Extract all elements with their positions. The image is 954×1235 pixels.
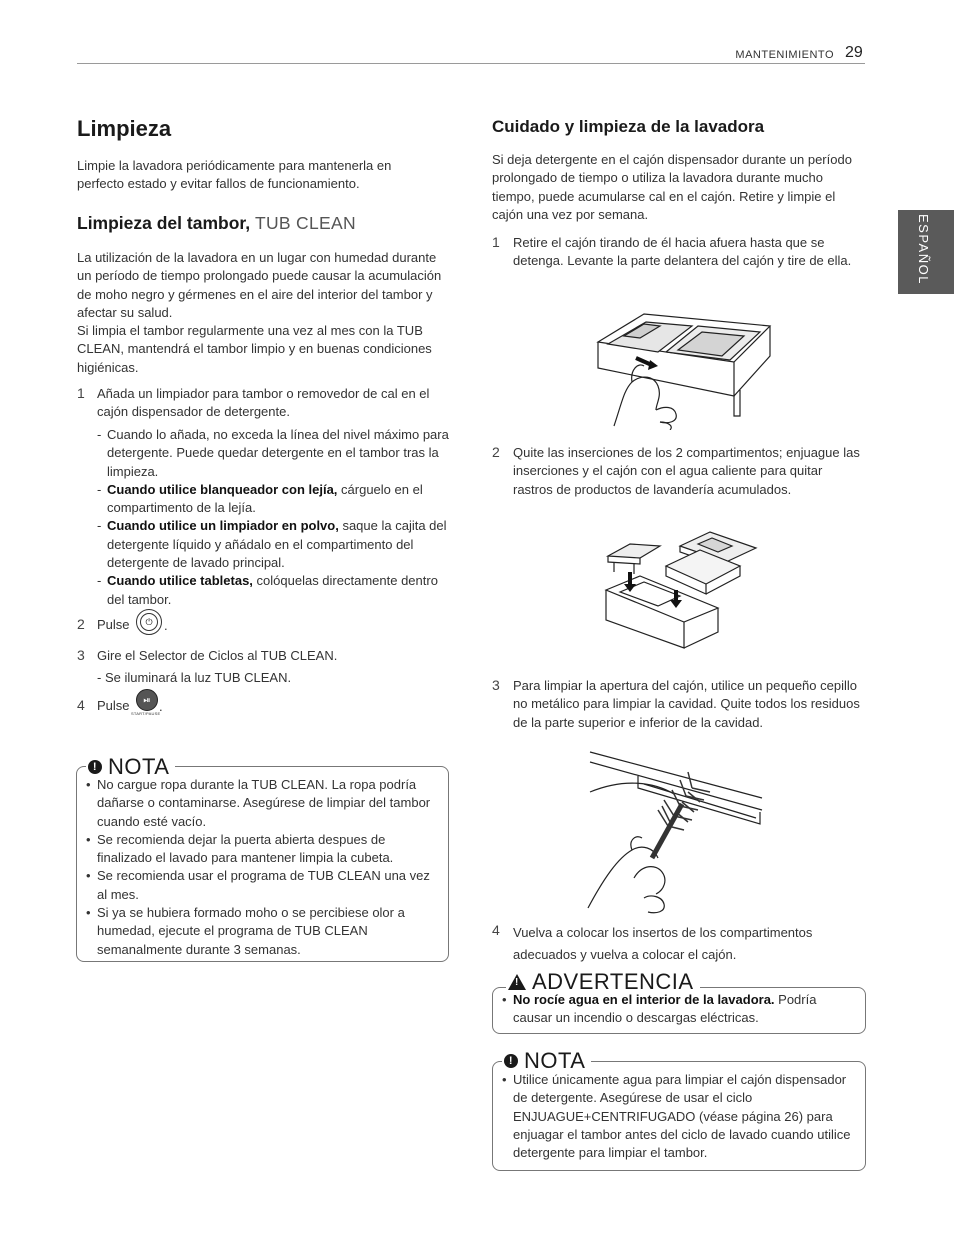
sub-item: - Cuando lo añada, no exceda la línea del nivel máximo para detergente. Puede quedar detergente en el tambor tras la limpieza. bbox=[97, 427, 449, 479]
step-number: 2 bbox=[492, 444, 500, 460]
tambor-heading-text: Limpieza del tambor, bbox=[77, 213, 251, 233]
sub-item-bold: Cuando utilice tabletas, bbox=[107, 573, 253, 589]
start-pause-caption: START/PAUSE bbox=[131, 711, 161, 716]
start-pause-button-icon: ⏯ bbox=[136, 689, 158, 711]
exclamation-icon: ! bbox=[88, 760, 102, 774]
step-text: Gire el Selector de Ciclos al TUB CLEAN. bbox=[97, 648, 338, 663]
warning-item: • No rocíe agua en el interior de la lavadora. Podría causar un incendio o descargas eléctricas. bbox=[502, 992, 817, 1026]
step-text: Para limpiar la apertura del cajón, utilice un pequeño cepillo no metálico para limpiar la cavidad. Quite todos los residuos de la parte superior e inferior de la cavidad. bbox=[513, 678, 860, 730]
step-number: 4 bbox=[492, 922, 500, 938]
sub-item: - Cuando utilice blanqueador con lejía, cárguelo en el compartimento de la lejía. bbox=[97, 481, 423, 516]
note-item-text: Se recomienda usar el programa de TUB CLEAN una vez al mes. bbox=[97, 868, 430, 902]
warning-title-text: ADVERTENCIA bbox=[532, 969, 694, 994]
sub-item-text: Cuando lo añada, no exceda la línea del nivel máximo para detergente. Puede quedar detergente en el tambor tras la limpieza. bbox=[107, 427, 449, 479]
sub-item-text: saque la cajita del detergente líquido y añádalo en el compartimento del detergente de lavado principal. bbox=[107, 518, 447, 571]
step-text: Quite las inserciones de los 2 compartimentos; enjuague las inserciones y el cajón con el agua caliente para quitar rastros de productos de lavandería acumulados. bbox=[513, 445, 860, 497]
note-list-left bbox=[86, 776, 438, 959]
page-title: Limpieza bbox=[77, 116, 172, 141]
step-text: Pulse bbox=[97, 617, 130, 632]
sub-item-text: cárguelo en el compartimento de la lejía. bbox=[107, 481, 423, 516]
tambor-heading-accent: TUB CLEAN bbox=[254, 213, 356, 233]
step-number: 1 bbox=[77, 385, 85, 401]
step-number: 2 bbox=[77, 616, 85, 632]
tambor-heading bbox=[77, 213, 356, 234]
intro-paragraph: Limpie la lavadora periódicamente para mantenerla en perfecto estado y evitar fallos de funcionamiento. bbox=[77, 158, 392, 192]
note-item-text: No cargue ropa durante la TUB CLEAN. La ropa podría dañarse o contaminarse. Asegúrese de limpiar del tambor cuando esté vacío. bbox=[97, 777, 431, 829]
care-heading: Cuidado y limpieza de la lavadora bbox=[492, 117, 765, 136]
care-intro: Si deja detergente en el cajón dispensador durante un período prolongado de tiempo o utiliza la lavadora durante mucho tiempo, puede acumularse cal en el cajón. Retire y limpie el cajón una vez por semana. bbox=[492, 152, 852, 222]
step-text: Vuelva a colocar los insertos de los compartimentos adecuados y vuelva a colocar el cajón. bbox=[513, 925, 813, 962]
sub-item: - Cuando utilice tabletas, colóquelas directamente dentro del tambor. bbox=[97, 573, 438, 607]
brush-cleaning-illustration bbox=[584, 748, 770, 914]
language-tab bbox=[898, 210, 954, 294]
note-item-text: Se recomienda dejar la puerta abierta despues de finalizado el lavado para mantener limpia la cubeta. bbox=[97, 831, 394, 866]
note-item-text: Si ya se hubiera formado moho o se percibiese olor a humedad, ejecute el programa de TUB CLEAN semanalmente durante 3 semanas. bbox=[97, 905, 405, 957]
note-item: • Se recomienda usar el programa de TUB CLEAN una vez al mes. bbox=[86, 868, 430, 902]
step-number: 3 bbox=[77, 647, 85, 663]
sub-item-text: colóquelas directamente dentro del tambor. bbox=[107, 573, 438, 607]
language-tab-label: ESPAÑOL bbox=[916, 214, 931, 285]
step1-sub-list bbox=[97, 426, 452, 609]
exclamation-icon: ! bbox=[504, 1054, 518, 1068]
note-item-right: • Utilice únicamente agua para limpiar el cajón dispensador de detergente. Asegúrese de usar el ciclo ENJUAGUE+CENTRIFUGADO (véase página 26) para enjuagar el tambor antes del ciclo de lavado cuando utilice detergente para limpiar el tambor. bbox=[502, 1072, 851, 1161]
page-number: 29 bbox=[845, 44, 863, 61]
step-number: 4 bbox=[77, 697, 85, 713]
step-number: 1 bbox=[492, 234, 500, 250]
tambor-paragraph-1: La utilización de la lavadora en un lugar con humedad durante un período de tiempo prolongado puede causar la acumulación de moho negro y gérmenes en el aire del interior del tambor y afectar su salud. bbox=[77, 250, 442, 320]
sub-item-bold: Cuando utilice blanqueador con lejía, bbox=[107, 481, 338, 497]
drawer-removal-illustration bbox=[584, 306, 784, 430]
step-text: Retire el cajón tirando de él hacia afuera hasta que se detenga. Levante la parte delantera del cajón y tire de ella. bbox=[513, 235, 852, 269]
sub-item-bold: Cuando utilice un limpiador en polvo, bbox=[107, 518, 339, 534]
tambor-paragraph-2: Si limpia el tambor regularmente una vez al mes con la TUB CLEAN, mantendrá el tambor limpio y en buenas condiciones higiénicas. bbox=[77, 323, 432, 375]
step3-sub: - Se iluminará la luz TUB CLEAN. bbox=[97, 670, 292, 685]
warning-item-bold: No rocíe agua en el interior de la lavadora. bbox=[513, 992, 775, 1007]
header-rule bbox=[77, 63, 865, 64]
warning-item-text: Podría causar un incendio o descargas eléctricas. bbox=[513, 992, 817, 1026]
note-item: • Si ya se hubiera formado moho o se percibiese olor a humedad, ejecute el programa de TUB CLEAN semanalmente durante 3 semanas. bbox=[86, 905, 405, 957]
sub-item: - Cuando utilice un limpiador en polvo, saque la cajita del detergente líquido y añádalo en el compartimento del detergente de lavado principal. bbox=[97, 518, 447, 571]
note-title-text: NOTA bbox=[524, 1048, 586, 1073]
step-number: 3 bbox=[492, 677, 500, 693]
note-item-text: Utilice únicamente agua para limpiar el cajón dispensador de detergente. Asegúrese de usar el ciclo ENJUAGUE+CENTRIFUGADO (véase página 26) para enjuagar el tambor antes del ciclo de lavado cuando utilice detergente para limpiar el tambor. bbox=[513, 1072, 851, 1161]
note-title-text: NOTA bbox=[108, 754, 170, 779]
warning-triangle-icon: ! bbox=[508, 974, 526, 990]
note-item: • No cargue ropa durante la TUB CLEAN. La ropa podría dañarse o contaminarse. Asegúrese de limpiar del tambor cuando esté vacío. bbox=[86, 777, 431, 829]
note-item: • Se recomienda dejar la puerta abierta despues de finalizado el lavado para mantener limpia la cubeta. bbox=[86, 831, 394, 866]
power-button-icon: ⏻ bbox=[136, 609, 162, 635]
tambor-paragraph bbox=[77, 249, 452, 377]
step-text: Añada un limpiador para tambor o removedor de cal en el cajón dispensador de detergente. bbox=[97, 386, 430, 420]
header-section: MANTENIMIENTO bbox=[735, 49, 834, 61]
inserts-removal-illustration bbox=[600, 526, 760, 650]
step-text: Pulse bbox=[97, 698, 130, 713]
